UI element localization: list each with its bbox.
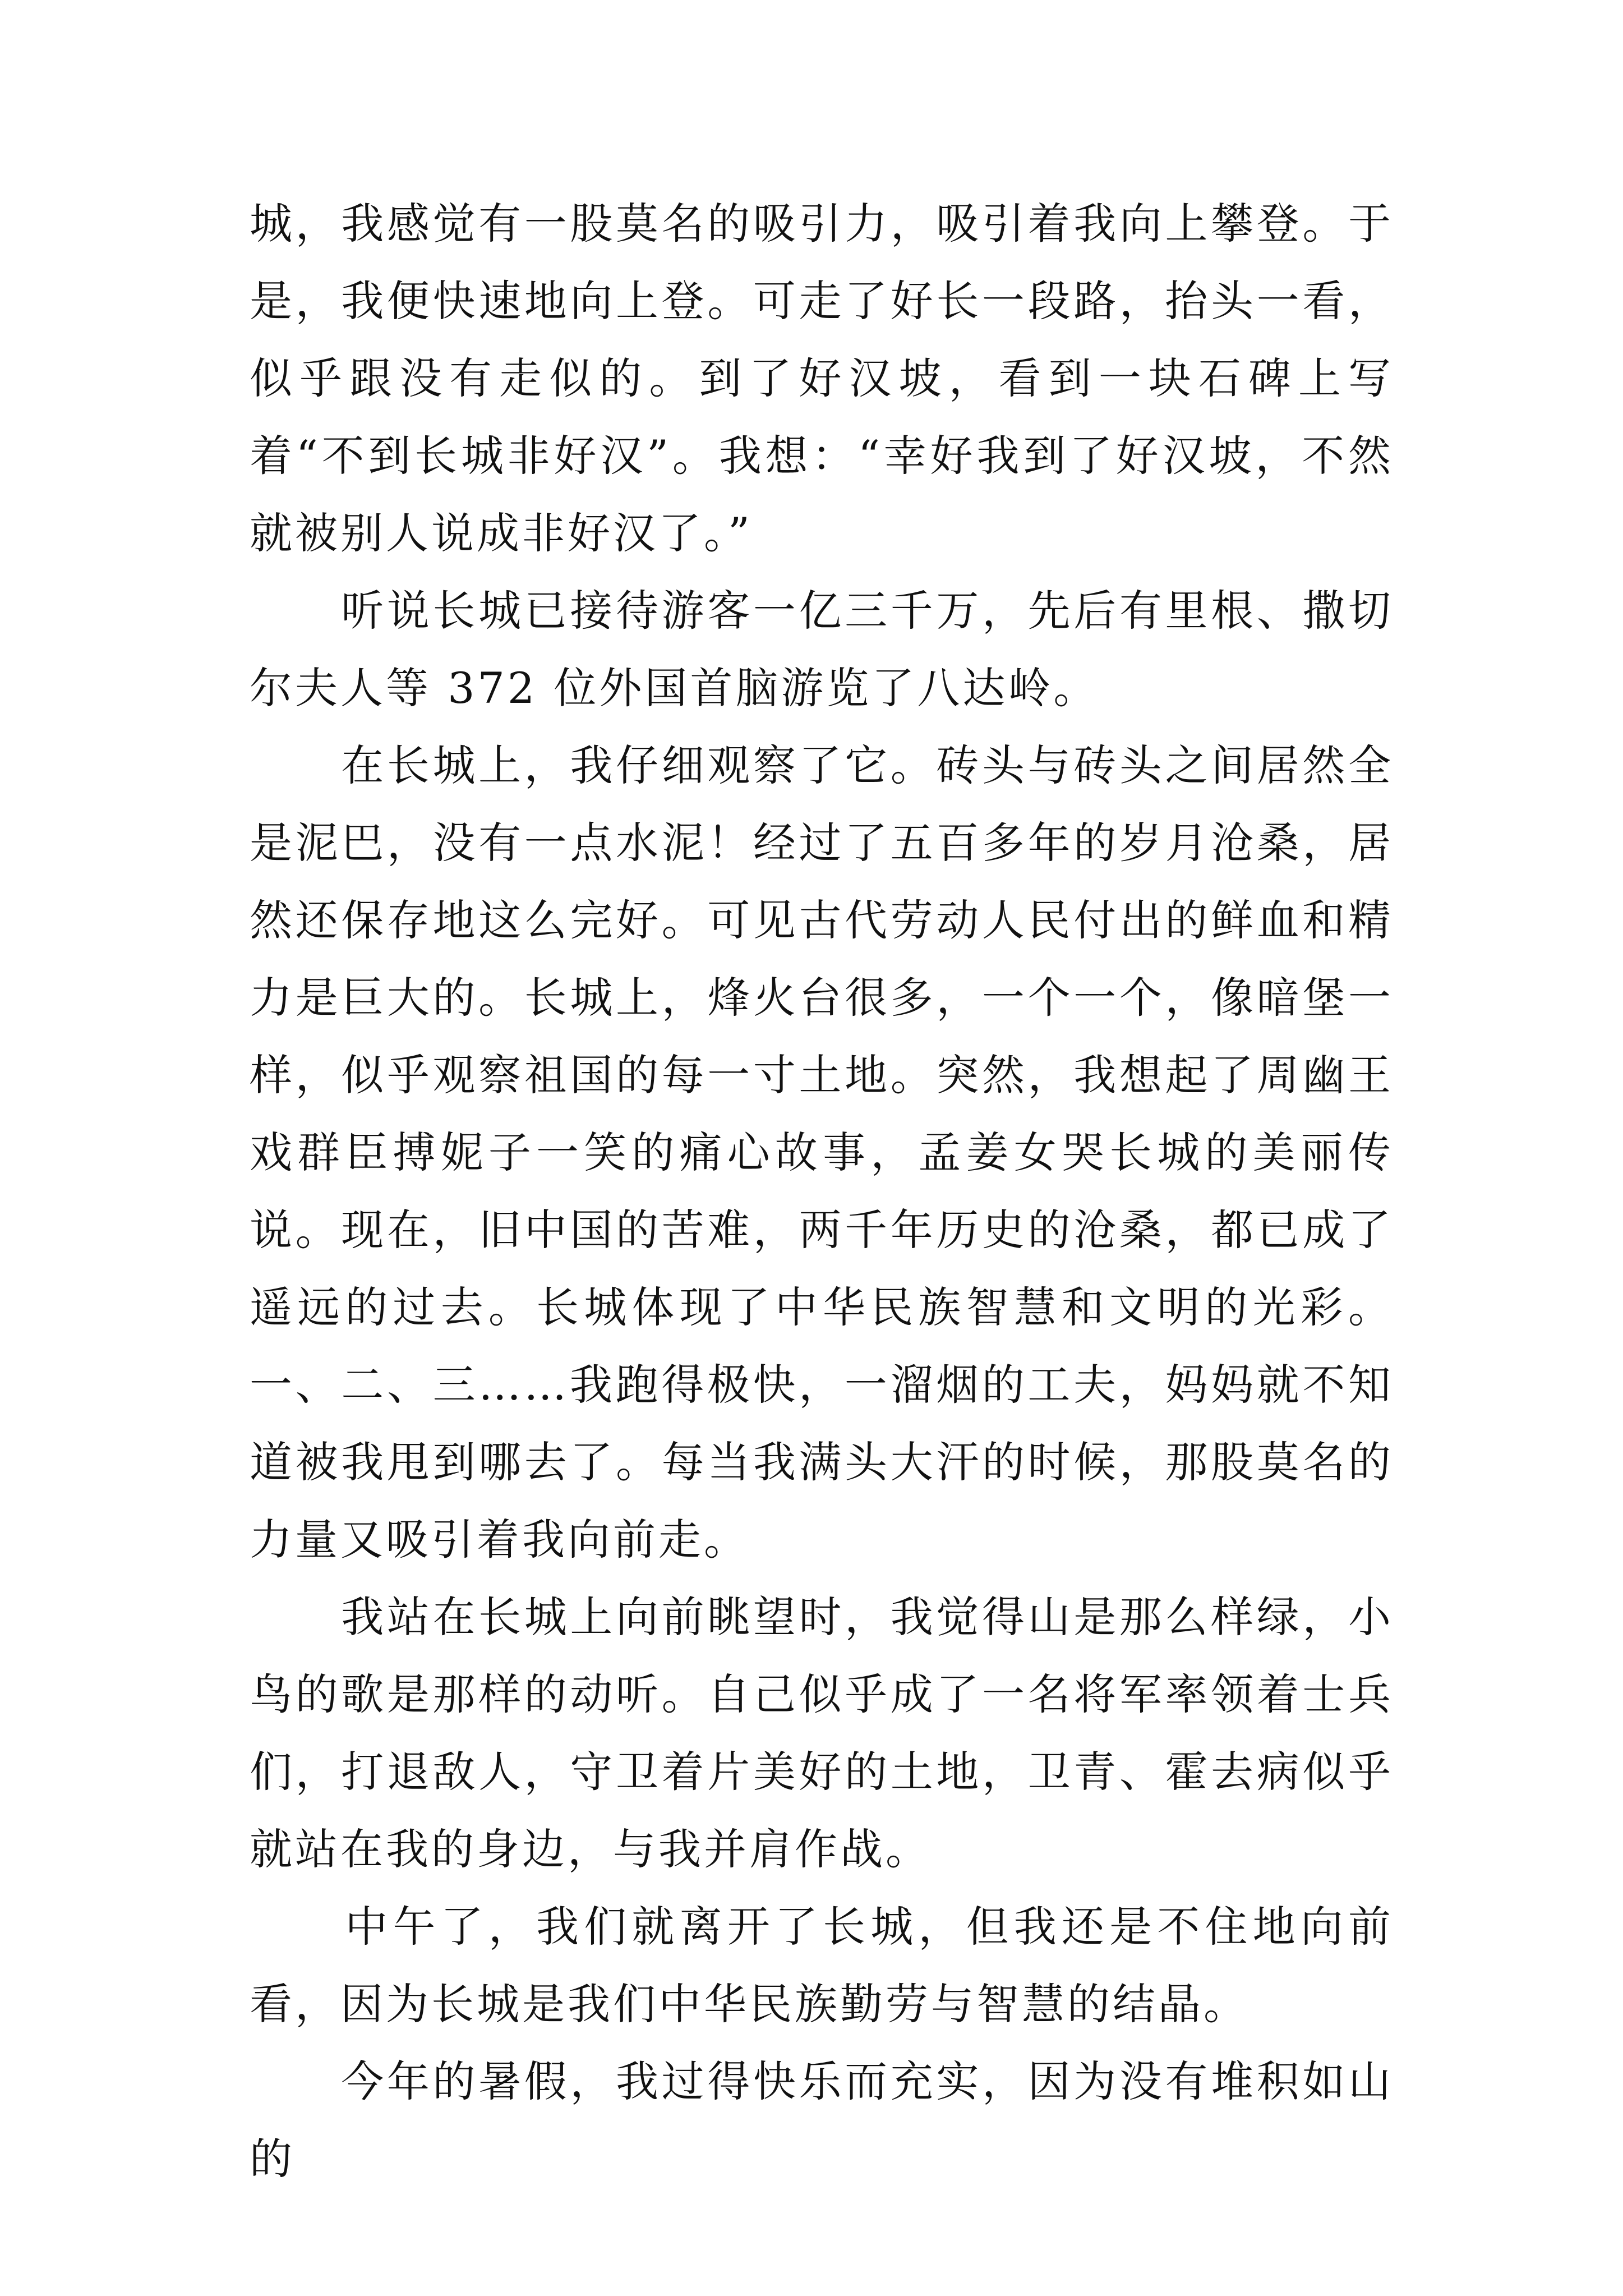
paragraph-2: 听说长城已接待游客一亿三千万，先后有里根、撒切尔夫人等 372 位外国首脑游览了八达岭。 — [250, 586, 1394, 713]
paragraph-4: 我站在长城上向前眺望时，我觉得山是那么样绿，小鸟的歌是那样的动听。自己似乎成了一名将军率领着士兵们，打退敌人，守卫着片美好的土地，卫青、霍去病似乎就站在我的身边，与我并肩作战。 — [250, 1592, 1394, 1874]
paragraph-5: 中午了，我们就离开了长城，但我还是不住地向前看，因为长城是我们中华民族勤劳与智慧的结晶。 — [250, 1902, 1394, 2029]
paragraph-6: 今年的暑假，我过得快乐而充实，因为没有堆积如山的 — [250, 2056, 1394, 2184]
paragraph-3: 在长城上，我仔细观察了它。砖头与砖头之间居然全是泥巴，没有一点水泥！经过了五百多年的岁月沧桑，居然还保存地这么完好。可见古代劳动人民付出的鲜血和精力是巨大的。长城上，烽火台很多，一个一个，像暗堡一样，似乎观察祖国的每一寸土地。突然，我想起了周幽王戏群臣搏妮子一笑的痛心故事，孟姜女哭长城的美丽传说。现在，旧中国的苦难，两千年历史的沧桑，都已成了遥远的过去。长城体现了中华民族智慧和文明的光彩。一、二、三……我跑得极快，一溜烟的工夫，妈妈就不知道被我甩到哪去了。每当我满头大汗的时候，那股莫名的力量又吸引着我向前走。 — [250, 740, 1394, 1565]
document-body — [250, 185, 1394, 2198]
paragraph-1: 城，我感觉有一股莫名的吸引力，吸引着我向上攀登。于是，我便快速地向上登。可走了好长一段路，抬头一看，似乎跟没有走似的。到了好汉坡，看到一块石碑上写着“不到长城非好汉”。我想：“幸好我到了好汉坡，不然就被别人说成非好汉了。” — [250, 199, 1394, 558]
